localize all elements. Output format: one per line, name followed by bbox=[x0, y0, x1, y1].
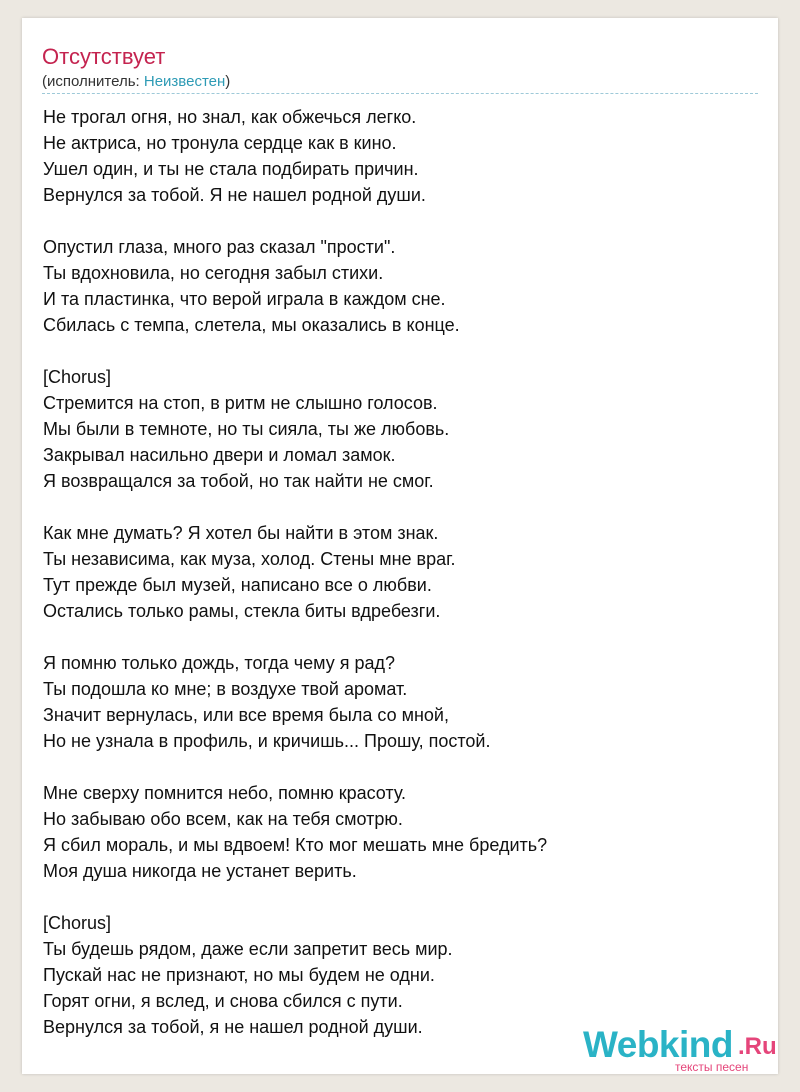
lyric-line: [Chorus] bbox=[43, 913, 112, 933]
lyric-line: Моя душа никогда не устанет верить. bbox=[43, 861, 357, 881]
lyric-line bbox=[43, 754, 743, 780]
lyric-line: Мне сверху помнится небо, помню красоту. bbox=[43, 783, 407, 803]
lyric-line: Мы были в темноте, но ты сияла, ты же любовь. bbox=[43, 419, 450, 439]
lyric-line: Я возвращался за тобой, но так найти не смог. bbox=[43, 471, 434, 491]
lyric-line: Как мне думать? Я хотел бы найти в этом знак. bbox=[43, 523, 439, 543]
logo-wordmark: Webkind bbox=[583, 1024, 733, 1065]
song-title: Отсутствует bbox=[42, 44, 166, 69]
lyric-line: Опустил глаза, много раз сказал "прости". bbox=[43, 237, 396, 257]
artist-prefix: (исполнитель: bbox=[42, 73, 144, 90]
lyric-line: [Chorus] bbox=[43, 367, 112, 387]
lyric-line: Сбилась с темпа, слетела, мы оказались в конце. bbox=[43, 315, 460, 335]
lyric-line: Но не узнала в профиль, и кричишь... Прошу, постой. bbox=[43, 731, 491, 751]
lyric-line: Остались только рамы, стекла биты вдребезги. bbox=[43, 601, 441, 621]
logo-tagline: тексты песен bbox=[675, 1060, 749, 1074]
lyric-line: Значит вернулась, или все время была со мной, bbox=[43, 705, 449, 725]
lyric-line: Ты независима, как муза, холод. Стены мне враг. bbox=[43, 549, 456, 569]
lyric-line: Стремится на стоп, в ритм не слышно голосов. bbox=[43, 393, 438, 413]
lyric-line: Ты будешь рядом, даже если запретит весь мир. bbox=[43, 939, 453, 959]
lyric-line bbox=[43, 494, 743, 520]
artist-line bbox=[42, 73, 230, 91]
lyric-line: Не трогал огня, но знал, как обжечься легко. bbox=[43, 107, 417, 127]
artist-link[interactable]: Неизвестен bbox=[143, 73, 226, 90]
lyric-line: Закрывал насильно двери и ломал замок. bbox=[43, 445, 396, 465]
lyric-line: Ты подошла ко мне; в воздухе твой аромат. bbox=[43, 679, 408, 699]
lyric-line: Но забываю обо всем, как на тебя смотрю. bbox=[43, 809, 403, 829]
artist-suffix: ) bbox=[225, 73, 231, 90]
lyric-line: Ты вдохновила, но сегодня забыл стихи. bbox=[43, 263, 384, 283]
lyric-line bbox=[43, 884, 743, 910]
lyric-line: И та пластинка, что верой играла в каждом сне. bbox=[43, 289, 446, 309]
lyric-line: Не актриса, но тронула сердце как в кино. bbox=[43, 133, 397, 153]
lyric-line: Я помню только дождь, тогда чему я рад? bbox=[43, 653, 396, 673]
title-divider bbox=[42, 93, 758, 94]
lyric-line bbox=[43, 624, 743, 650]
site-logo[interactable] bbox=[583, 1024, 777, 1075]
lyric-line: Пускай нас не признают, но мы будем не одни. bbox=[43, 965, 435, 985]
logo-domain: .Ru bbox=[738, 1033, 777, 1060]
lyric-line: Горят огни, я вслед, и снова сбился с пути. bbox=[43, 991, 403, 1011]
lyrics-text bbox=[43, 104, 743, 1040]
lyric-line: Вернулся за тобой, я не нашел родной души. bbox=[43, 1017, 423, 1037]
lyric-line: Тут прежде был музей, написано все о любви. bbox=[43, 575, 432, 595]
lyric-line bbox=[43, 208, 743, 234]
lyric-line: Ушел один, и ты не стала подбирать причин. bbox=[43, 159, 419, 179]
lyric-line: Вернулся за тобой. Я не нашел родной души. bbox=[43, 185, 426, 205]
lyric-line bbox=[43, 338, 743, 364]
lyric-line: Я сбил мораль, и мы вдвоем! Кто мог мешать мне бредить? bbox=[43, 835, 548, 855]
